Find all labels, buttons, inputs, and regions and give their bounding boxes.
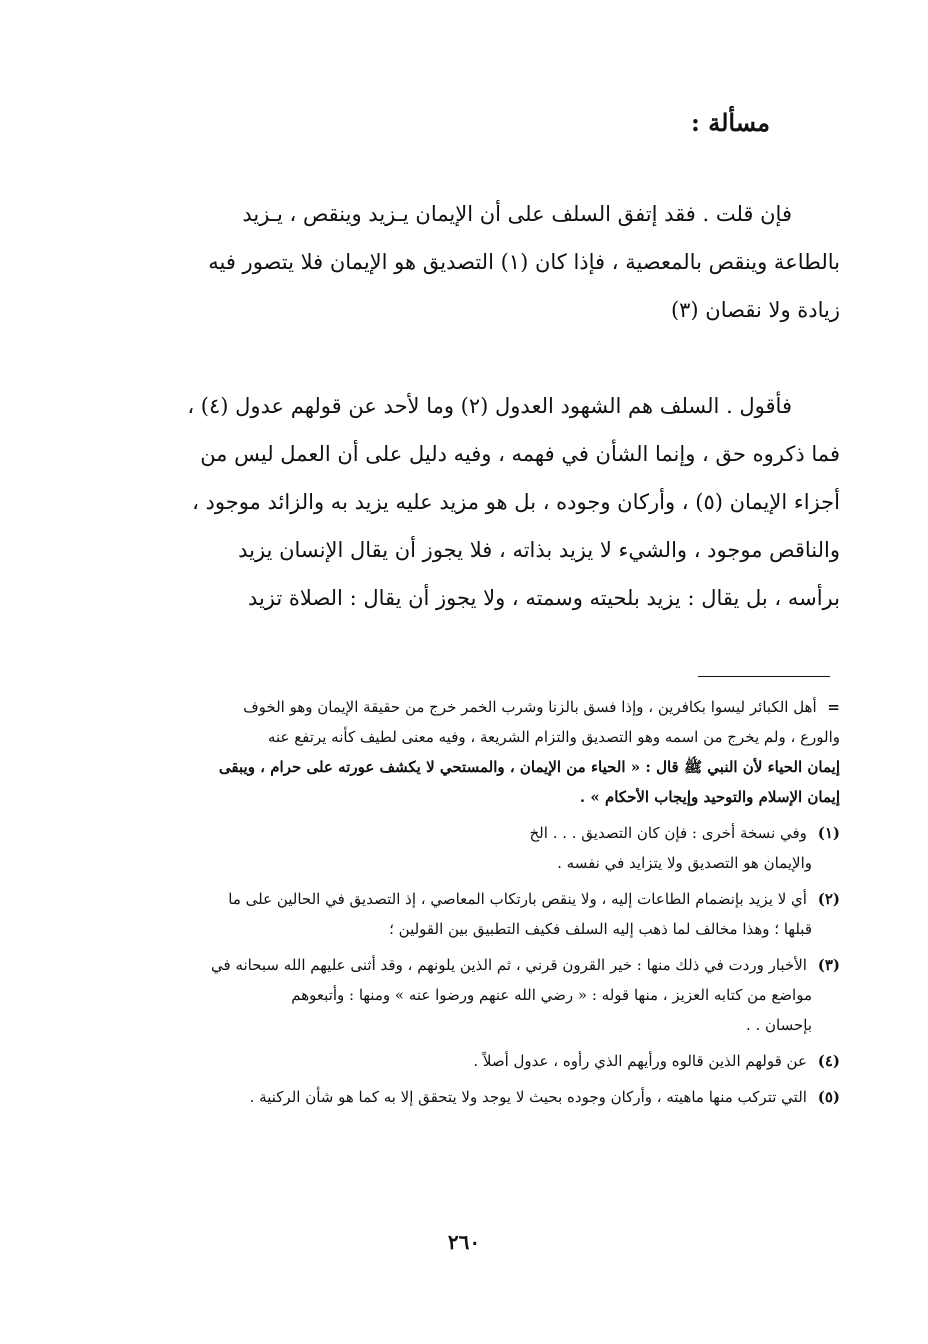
footnote-line: أهل الكبائر ليسوا بكافرين ، وإذا فسق بالزنا وشرب الخمر خرج من حقيقة الإيمان وهو الخوف — [243, 698, 817, 716]
footnote-marker: (١) — [817, 824, 840, 842]
footnote-3 — [120, 950, 840, 1040]
continuation-marker: = — [827, 698, 840, 716]
footnote-line: الأخبار وردت في ذلك منها : خير القرون قرني ، ثم الذين يلونهم ، وقد أثنى عليهم الله سبحانه في — [211, 956, 807, 974]
footnote-line: وفي نسخة أخرى : فإن كان التصديق . . . الخ — [529, 824, 807, 842]
footnote-marker: (٥) — [817, 1088, 840, 1106]
section-heading: مسألة : — [691, 108, 770, 137]
footnote-line: أي لا يزيد بإنضمام الطاعات إليه ، ولا ينقص بارتكاب المعاصي ، إذ التصديق في الحالين على ما — [228, 890, 807, 908]
paragraph-line: والناقص موجود ، والشيء لا يزيد بذاته ، فلا يجوز أن يقال الإنسان يزيد — [238, 538, 840, 562]
footnote-line: والورع ، ولم يخرج من اسمه وهو التصديق والتزام الشريعة ، وفيه معنى لطيف كأنه يرتفع عنه — [267, 728, 840, 746]
paragraph-line: بالطاعة وينقص بالمعصية ، فإذا كان (١) التصديق هو الإيمان فلا يتصور فيه — [208, 250, 840, 274]
paragraph-line: فما ذكروه حق ، وإنما الشأن في فهمه ، وفيه دليل على أن العمل ليس من — [200, 442, 840, 466]
footnote-line: إيمان الحياء لأن النبي ﷺ قال : « الحياء من الإيمان ، والمستحي لا يكشف عورته على حرام ، ويبقى — [218, 758, 840, 776]
paragraph-line: زيادة ولا نقصان (٣) — [670, 298, 840, 322]
paragraph-line: فأقول . السلف هم الشهود العدول (٢) وما لأحد عن قولهم عدول (٤) ، — [187, 394, 792, 418]
paragraph-line: فإن قلت . فقد إتفق السلف على أن الإيمان يـزيد وينقص ، يـزيد — [242, 202, 792, 226]
footnote-line: قبلها ؛ وهذا مخالف لما ذهب إليه السلف فكيف التطبيق بين القولين ؛ — [389, 920, 812, 938]
footnote-line: عن قولهم الذين قالوه ورأيهم الذي رأوه ، عدول أصلاً . — [473, 1052, 807, 1070]
footnote-line: والإيمان هو التصديق ولا يتزايد في نفسه . — [557, 854, 812, 872]
page-number: ٢٦٠ — [447, 1230, 481, 1254]
paragraph-answer — [120, 382, 840, 622]
paragraph-line: برأسه ، بل يقال : يزيد بلحيته وسمته ، ولا يجوز أن يقال : الصلاة تزيد — [247, 586, 840, 610]
paragraph-question — [120, 190, 840, 334]
footnote-4 — [120, 1046, 840, 1076]
footnote-2 — [120, 884, 840, 944]
footnote-marker: (٣) — [817, 956, 840, 974]
paragraph-line: أجزاء الإيمان (٥) ، وأركان وجوده ، بل هو مزيد عليه يزيد به والزائد موجود ، — [192, 490, 840, 514]
footnote-5 — [120, 1082, 840, 1112]
footnote-marker: (٢) — [817, 890, 840, 908]
footnote-continuation — [120, 692, 840, 812]
footnote-line: مواضع من كتابه العزيز ، منها قوله : « رضي الله عنهم ورضوا عنه » ومنها : وأتبعوهم — [291, 986, 812, 1004]
footnote-line: إيمان الإسلام والتوحيد وإيجاب الأحكام » . — [579, 788, 840, 806]
footnote-1 — [120, 818, 840, 878]
footnotes — [120, 692, 840, 1118]
footnote-line: التي تتركب منها ماهيته ، وأركان وجوده بحيث لا يوجد ولا يتحقق إلا به كما هو شأن الركنية . — [249, 1088, 807, 1106]
footnote-divider — [698, 676, 830, 677]
footnote-line: بإحسان . . — [745, 1016, 812, 1034]
footnote-marker: (٤) — [817, 1052, 840, 1070]
